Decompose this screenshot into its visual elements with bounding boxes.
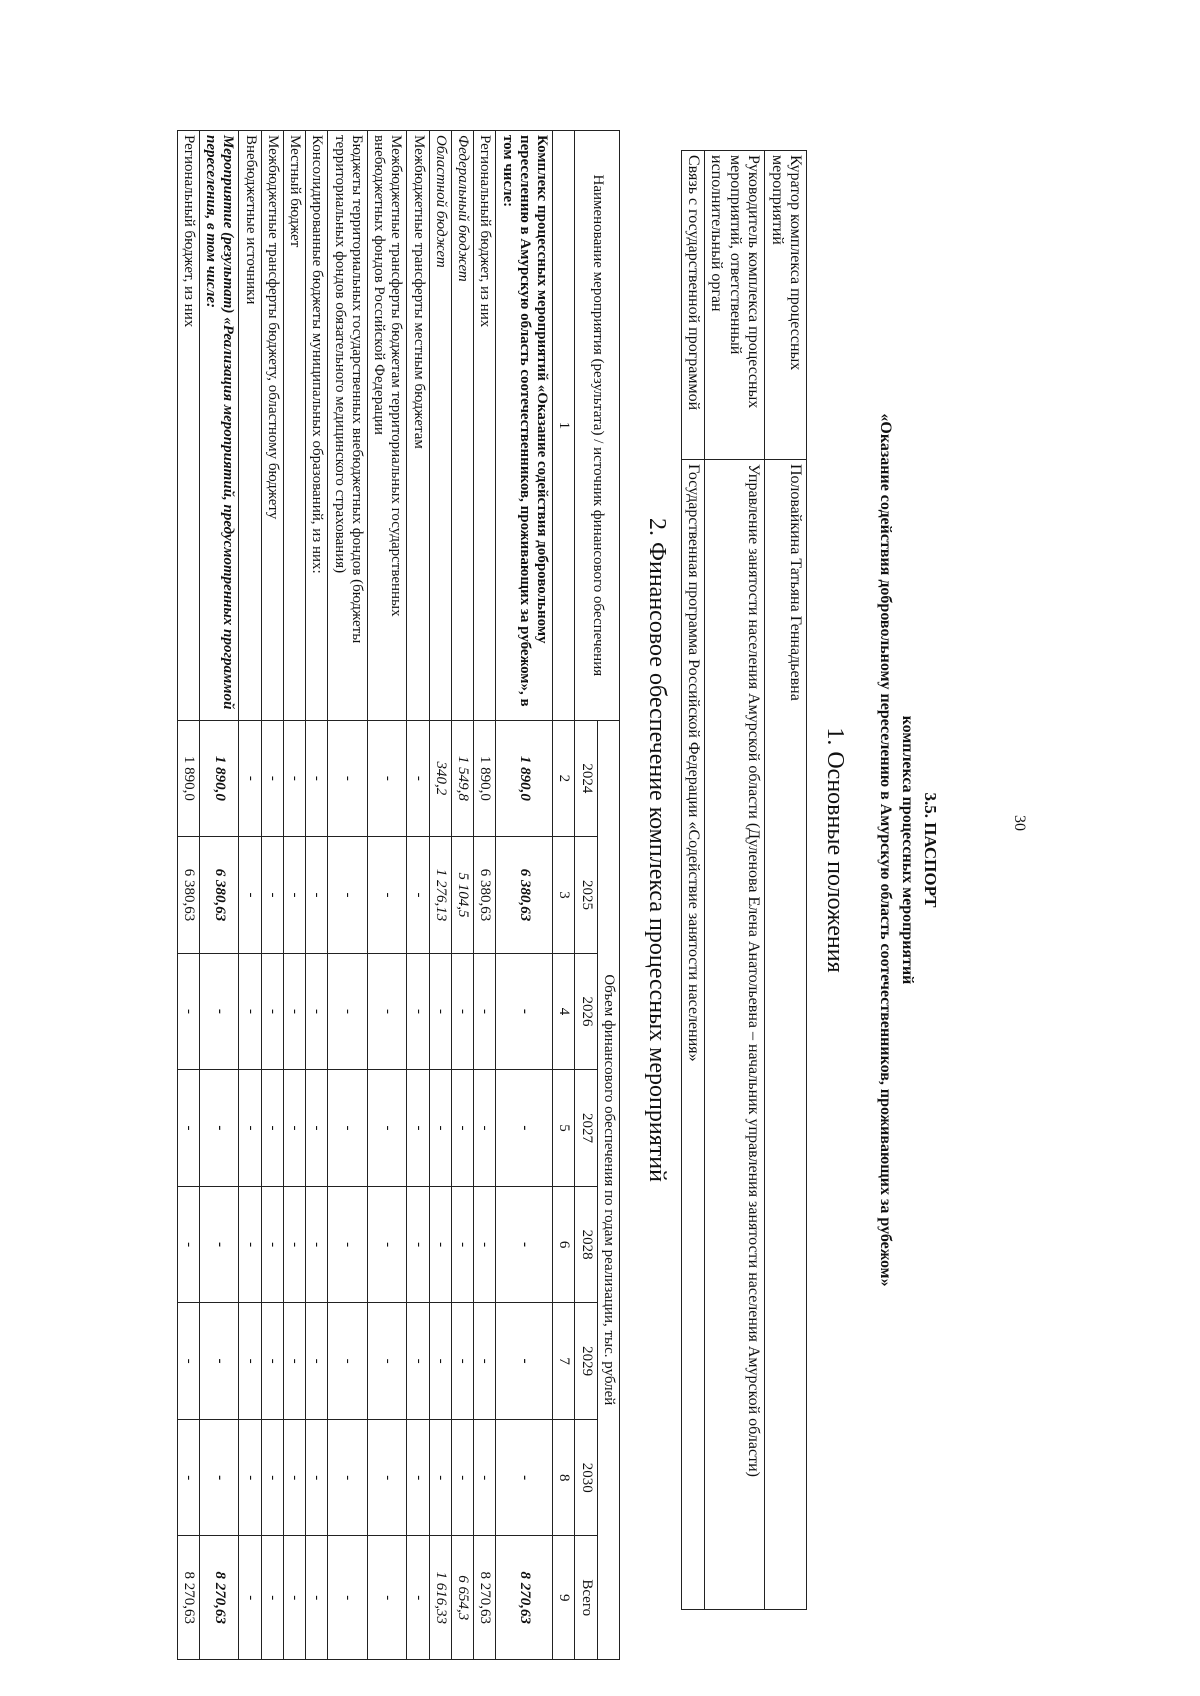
header-col-number: 8 (553, 1419, 575, 1536)
cell-value: - (328, 1070, 368, 1187)
header-year: 2029 (575, 1303, 597, 1420)
cell-value: - (429, 1070, 451, 1187)
cell-value: - (407, 1536, 429, 1660)
cell-value: - (306, 720, 328, 837)
cell-value: - (261, 1536, 283, 1660)
row-label: Местный бюджет (284, 131, 306, 721)
cell-value: - (239, 1070, 261, 1187)
row-label: Внебюджетные источники (239, 131, 261, 721)
cell-value: 6 380,63 (200, 837, 240, 954)
row-label: Комплекс процессных мероприятий «Оказание содействия добровольному переселению в Амурскую область соотечественников, проживающих за рубежом», в том числе: (496, 131, 553, 721)
cell-value: - (306, 837, 328, 954)
table-header-row (597, 131, 619, 1660)
cell-value: - (284, 953, 306, 1070)
cell-value: - (284, 1536, 306, 1660)
cell-value: - (452, 1186, 474, 1303)
cell-value: - (261, 953, 283, 1070)
cell-value: - (261, 1303, 283, 1420)
financing-table (177, 130, 620, 1660)
table-row (496, 131, 553, 1660)
table-header-row (553, 131, 575, 1660)
header-group: Объем финансового обеспечения по годам реализации, тыс. рублей (597, 720, 619, 1659)
cell-value: - (368, 1536, 408, 1660)
cell-value: - (239, 1303, 261, 1420)
cell-value: 1 890,0 (177, 720, 199, 837)
cell-value: 8 270,63 (496, 1536, 553, 1660)
cell-value: - (200, 1186, 240, 1303)
cell-value: - (474, 1070, 496, 1187)
info-value-curator: Половайкина Татьяна Геннадьевна (765, 460, 807, 1610)
cell-value: - (407, 953, 429, 1070)
table-row (765, 151, 807, 1610)
header-year: 2030 (575, 1419, 597, 1536)
cell-value: - (239, 837, 261, 954)
financing-table-body (177, 131, 619, 1660)
cell-value: - (200, 1419, 240, 1536)
cell-value: - (177, 1186, 199, 1303)
cell-value: 340,2 (429, 720, 451, 837)
row-label: Региональный бюджет, из них (177, 131, 199, 721)
cell-value: - (452, 1303, 474, 1420)
cell-value: 1 890,0 (200, 720, 240, 837)
cell-value: - (239, 1419, 261, 1536)
cell-value: - (407, 720, 429, 837)
row-label: Федеральный бюджет (452, 131, 474, 721)
cell-value: 1 616,33 (429, 1536, 451, 1660)
info-value-head: Управление занятости населения Амурской области (Дуленова Елена Анатольевна – начальник управления занятости населения Амурской области) (705, 460, 765, 1610)
section2-heading: 2. Финансовое обеспечение комплекса процессных мероприятий (644, 518, 670, 1182)
cell-value: - (284, 1186, 306, 1303)
cell-value: - (328, 720, 368, 837)
section1-heading: 1. Основные положения (822, 727, 848, 973)
cell-value: - (306, 1070, 328, 1187)
table-row (306, 131, 328, 1660)
cell-value: - (177, 1419, 199, 1536)
cell-value: 6 380,63 (474, 837, 496, 954)
cell-value: - (328, 1303, 368, 1420)
cell-value: - (200, 1070, 240, 1187)
row-label: Межбюджетные трансферты бюджету, областному бюджету (261, 131, 283, 721)
cell-value: - (474, 953, 496, 1070)
row-label: Областной бюджет (429, 131, 451, 721)
cell-value: - (239, 720, 261, 837)
cell-value: - (284, 1070, 306, 1187)
cell-value: - (284, 1419, 306, 1536)
cell-value: - (200, 953, 240, 1070)
header-year: 2025 (575, 837, 597, 954)
cell-value: - (239, 1186, 261, 1303)
table-row (284, 131, 306, 1660)
info-label-head: Руководитель комплекса процессных мероприятий, ответственный исполнительный орган (705, 151, 765, 460)
cell-value: - (429, 953, 451, 1070)
cell-value: - (429, 1186, 451, 1303)
cell-value: - (306, 1186, 328, 1303)
header-year: 2024 (575, 720, 597, 837)
header-col-number: 3 (553, 837, 575, 954)
cell-value: - (284, 720, 306, 837)
cell-value: - (429, 1303, 451, 1420)
cell-value: - (407, 1419, 429, 1536)
cell-value: - (261, 720, 283, 837)
cell-value: 1 276,13 (429, 837, 451, 954)
row-label: Межбюджетные трансферты бюджетам территориальных государственных внебюджетных фондов Российской Федерации (368, 131, 408, 721)
header-col-number: 6 (553, 1186, 575, 1303)
header-year: Всего (575, 1536, 597, 1660)
row-label: Межбюджетные трансферты местным бюджетам (407, 131, 429, 721)
basic-info-table (681, 150, 807, 1610)
table-row (177, 131, 199, 1660)
table-row (368, 131, 408, 1660)
header-year: 2028 (575, 1186, 597, 1303)
cell-value: - (474, 1303, 496, 1420)
cell-value: - (368, 720, 408, 837)
header-year: 2027 (575, 1070, 597, 1187)
info-value-link: Государственная программа Российской Федерации «Содействие занятости населения» (681, 460, 704, 1610)
row-label: Бюджеты территориальных государственных внебюджетных фондов (бюджеты территориальных фондов обязательного медицинского страхования) (328, 131, 368, 721)
header-year: 2026 (575, 953, 597, 1070)
cell-value: - (368, 1070, 408, 1187)
header-col-number: 4 (553, 953, 575, 1070)
cell-value: 1 890,0 (474, 720, 496, 837)
table-row (407, 131, 429, 1660)
cell-value: 1 890,0 (496, 720, 553, 837)
cell-value: - (284, 1303, 306, 1420)
info-label-link: Связь с государственной программой (681, 151, 704, 460)
cell-value: - (368, 837, 408, 954)
cell-value: - (452, 953, 474, 1070)
cell-value: - (306, 953, 328, 1070)
cell-value: - (261, 1419, 283, 1536)
table-row (239, 131, 261, 1660)
cell-value: - (328, 1186, 368, 1303)
cell-value: - (261, 1186, 283, 1303)
cell-value: - (368, 1186, 408, 1303)
table-row (452, 131, 474, 1660)
cell-value: - (328, 953, 368, 1070)
cell-value: - (407, 837, 429, 954)
cell-value: 8 270,63 (474, 1536, 496, 1660)
cell-value: - (452, 1419, 474, 1536)
passport-subtitle: комплекса процессных мероприятий (899, 715, 916, 985)
cell-value: - (474, 1186, 496, 1303)
cell-value: - (429, 1419, 451, 1536)
cell-value: - (368, 1419, 408, 1536)
cell-value: - (407, 1186, 429, 1303)
header-col-number: 2 (553, 720, 575, 837)
cell-value: - (368, 953, 408, 1070)
page-number: 30 (1011, 815, 1028, 831)
header-col-number: 1 (553, 131, 575, 721)
cell-value: - (239, 953, 261, 1070)
header-col-name: Наименование мероприятия (результата) / источник финансового обеспечения (575, 131, 620, 721)
passport-title: 3.5. ПАСПОРТ (921, 792, 940, 908)
cell-value: - (177, 1070, 199, 1187)
passport-name: «Оказание содействия добровольному переселению в Амурскую область соотечественников, проживающих за рубежом» (877, 413, 894, 1287)
cell-value: - (496, 1419, 553, 1536)
table-row (705, 151, 765, 1610)
header-col-number: 9 (553, 1536, 575, 1660)
cell-value: - (284, 837, 306, 954)
cell-value: - (200, 1303, 240, 1420)
table-row (429, 131, 451, 1660)
cell-value: 8 270,63 (200, 1536, 240, 1660)
cell-value: 6 380,63 (177, 837, 199, 954)
cell-value: 6 654,3 (452, 1536, 474, 1660)
cell-value: - (368, 1303, 408, 1420)
info-label-curator: Куратор комплекса процессных мероприятий (765, 151, 807, 460)
cell-value: - (261, 837, 283, 954)
cell-value: - (328, 1419, 368, 1536)
cell-value: - (407, 1070, 429, 1187)
cell-value: - (328, 837, 368, 954)
table-row (261, 131, 283, 1660)
table-row (200, 131, 240, 1660)
cell-value: - (496, 953, 553, 1070)
header-col-number: 7 (553, 1303, 575, 1420)
cell-value: 8 270,63 (177, 1536, 199, 1660)
cell-value: - (177, 1303, 199, 1420)
cell-value: - (452, 1070, 474, 1187)
cell-value: - (407, 1303, 429, 1420)
rotated-page (10, 20, 1110, 1680)
cell-value: - (328, 1536, 368, 1660)
cell-value: 6 380,63 (496, 837, 553, 954)
cell-value: - (306, 1536, 328, 1660)
row-label: Региональный бюджет, из них (474, 131, 496, 721)
cell-value: 1 549,8 (452, 720, 474, 837)
cell-value: - (306, 1419, 328, 1536)
table-row (474, 131, 496, 1660)
cell-value: - (474, 1419, 496, 1536)
row-label: Консолидированные бюджеты муниципальных образований, из них: (306, 131, 328, 721)
cell-value: - (496, 1070, 553, 1187)
cell-value: - (177, 953, 199, 1070)
cell-value: - (306, 1303, 328, 1420)
header-col-number: 5 (553, 1070, 575, 1187)
row-label: Мероприятие (результат) «Реализация мероприятий, предусмотренных программой переселения, в том числе: (200, 131, 240, 721)
table-row (328, 131, 368, 1660)
cell-value: - (496, 1303, 553, 1420)
cell-value: 5 104,5 (452, 837, 474, 954)
cell-value: - (239, 1536, 261, 1660)
table-row (681, 151, 704, 1610)
cell-value: - (261, 1070, 283, 1187)
cell-value: - (496, 1186, 553, 1303)
